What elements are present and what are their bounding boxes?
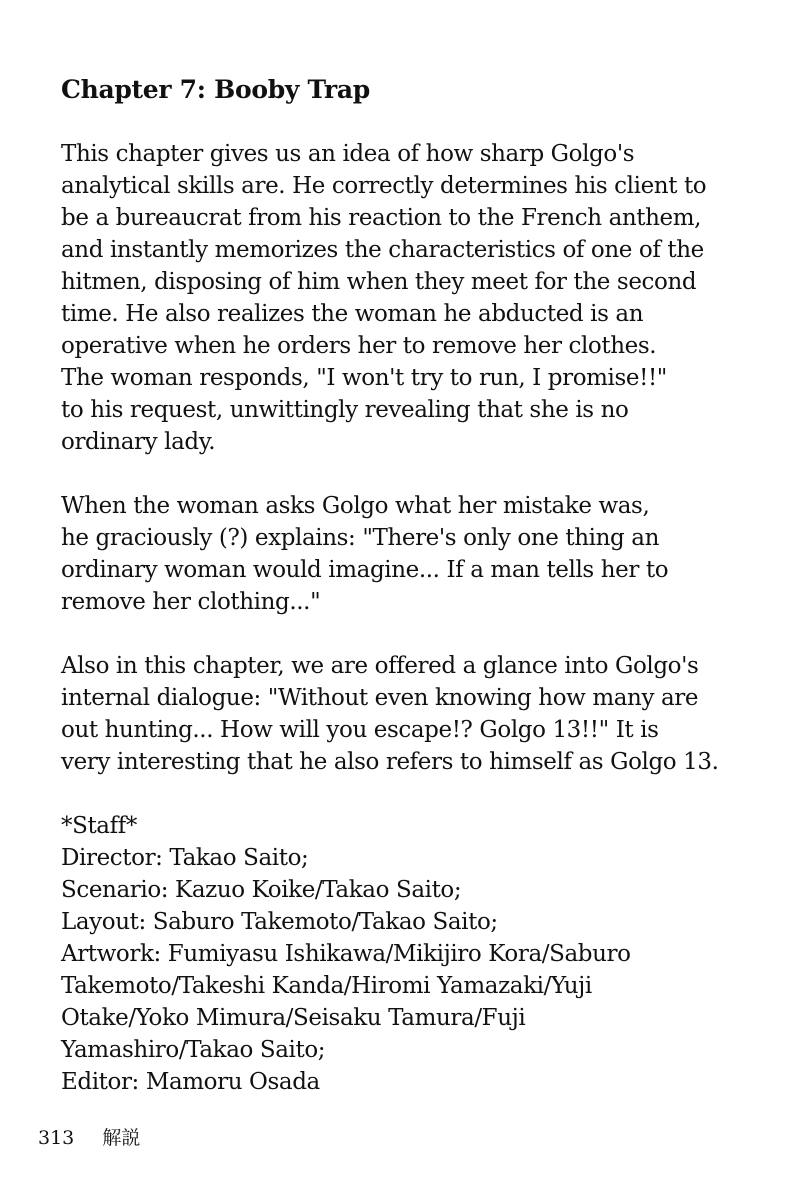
text-line: ordinary lady. bbox=[61, 429, 216, 455]
page-number: 313 bbox=[38, 1127, 75, 1149]
text-line: Takemoto/Takeshi Kanda/Hiromi Yamazaki/Yuji bbox=[61, 973, 592, 999]
text-line: be a bureaucrat from his reaction to the French anthem, bbox=[61, 205, 702, 231]
section-label: 解説 bbox=[102, 1127, 141, 1149]
text-line: The woman responds, "I won't try to run, I promise!!" bbox=[61, 365, 667, 391]
commentary-text bbox=[61, 138, 741, 1098]
text-line: remove her clothing..." bbox=[61, 589, 321, 615]
text-line: out hunting... How will you escape!? Golgo 13!!" It is bbox=[61, 717, 659, 743]
text-line: Yamashiro/Takao Saito; bbox=[61, 1037, 326, 1063]
text-line: Artwork: Fumiyasu Ishikawa/Mikijiro Kora/Saburo bbox=[61, 941, 631, 967]
text-line: Director: Takao Saito; bbox=[61, 845, 309, 871]
text-line: operative when he orders her to remove her clothes. bbox=[61, 333, 657, 359]
text-line: This chapter gives us an idea of how sharp Golgo's bbox=[61, 141, 635, 167]
paragraph-gap bbox=[61, 618, 741, 650]
text-line: and instantly memorizes the characteristics of one of the bbox=[61, 237, 704, 263]
staff-credits bbox=[61, 810, 741, 1098]
text-line: very interesting that he also refers to himself as Golgo 13. bbox=[61, 749, 719, 775]
paragraph-gap bbox=[61, 458, 741, 490]
text-line: Layout: Saburo Takemoto/Takao Saito; bbox=[61, 909, 498, 935]
text-line: internal dialogue: "Without even knowing how many are bbox=[61, 685, 699, 711]
text-line: When the woman asks Golgo what her mistake was, bbox=[61, 493, 650, 519]
text-line: ordinary woman would imagine... If a man tells her to bbox=[61, 557, 669, 583]
text-line: *Staff* bbox=[61, 813, 137, 839]
text-line: time. He also realizes the woman he abducted is an bbox=[61, 301, 644, 327]
page-footer bbox=[38, 1124, 140, 1152]
paragraph bbox=[61, 650, 741, 778]
text-line: Otake/Yoko Mimura/Seisaku Tamura/Fuji bbox=[61, 1005, 526, 1031]
text-line: Editor: Mamoru Osada bbox=[61, 1069, 320, 1095]
chapter-title: Chapter 7: Booby Trap bbox=[61, 75, 370, 104]
paragraph-gap bbox=[61, 778, 741, 810]
text-line: Also in this chapter, we are offered a glance into Golgo's bbox=[61, 653, 699, 679]
text-line: Scenario: Kazuo Koike/Takao Saito; bbox=[61, 877, 462, 903]
paragraph bbox=[61, 490, 741, 618]
text-line: hitmen, disposing of him when they meet for the second bbox=[61, 269, 697, 295]
paragraph bbox=[61, 138, 741, 458]
text-line: to his request, unwittingly revealing that she is no bbox=[61, 397, 629, 423]
text-line: analytical skills are. He correctly determines his client to bbox=[61, 173, 707, 199]
text-line: he graciously (?) explains: "There's only one thing an bbox=[61, 525, 659, 551]
